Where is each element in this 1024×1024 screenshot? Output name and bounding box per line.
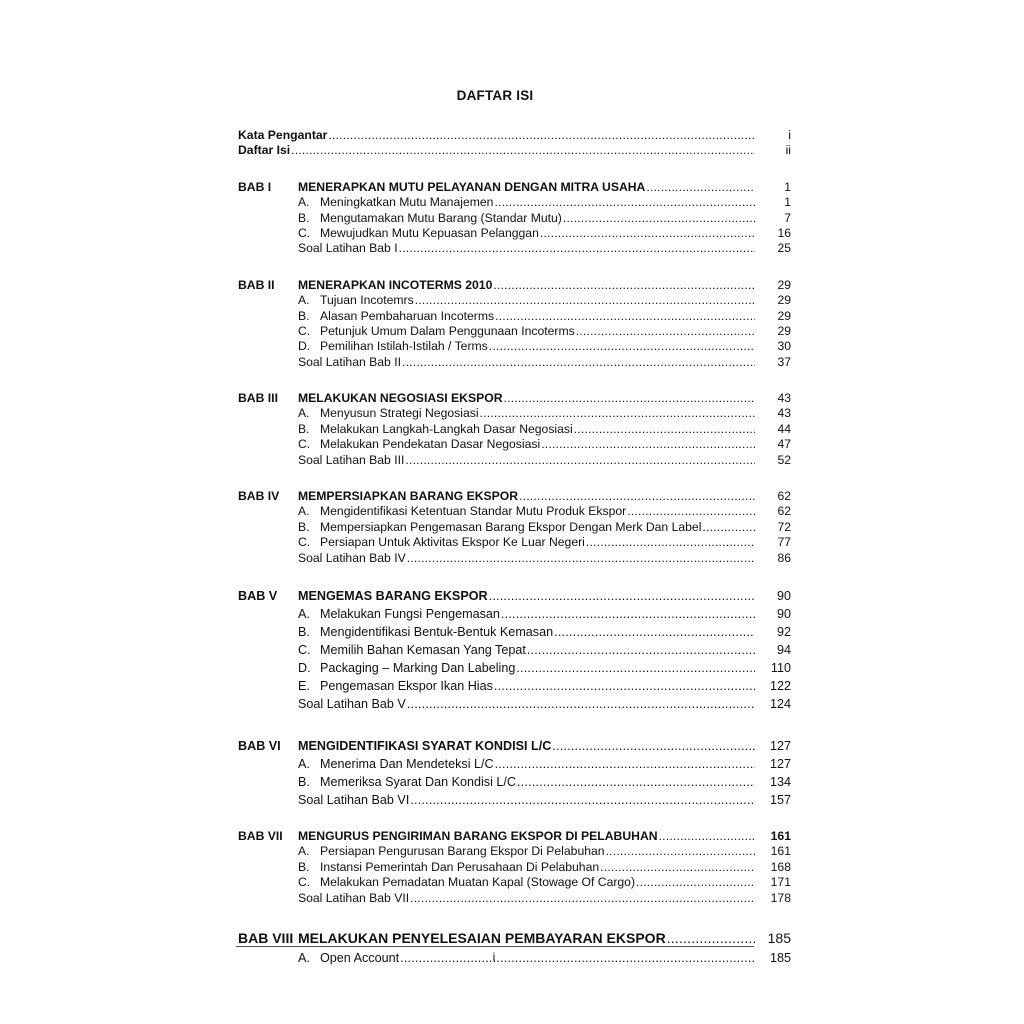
entry-letter: B. [298, 774, 310, 789]
entry-label-line [298, 339, 755, 354]
page-number: 43 [777, 406, 791, 421]
entry-letter: C. [298, 535, 311, 550]
dot-leader [495, 755, 755, 773]
entry-label-line [298, 278, 755, 293]
entry-title: MENGURUS PENGIRIMAN BARANG EKSPOR DI PELABUHAN [298, 828, 658, 843]
entry-label-line [298, 551, 755, 566]
entry-label-line [298, 860, 755, 875]
entry-title: Melakukan Pemadatan Muatan Kapal (Stowage Of Cargo) [320, 875, 636, 890]
dot-leader [501, 605, 755, 623]
dot-leader [493, 278, 755, 293]
entry-label-line [298, 605, 755, 623]
toc-subsection-row[interactable] [0, 324, 1024, 339]
entry-title: Packaging – Marking Dan Labeling [320, 660, 516, 675]
page-number: 77 [777, 535, 791, 550]
entry-title: Alasan Pembaharuan Incoterms [320, 308, 495, 323]
toc-chapter-row[interactable] [0, 180, 1024, 195]
dot-leader [636, 875, 755, 890]
page-number: 161 [770, 844, 791, 859]
entry-title: Menerima Dan Mendeteksi L/C [320, 756, 494, 771]
toc-subsection-row[interactable] [0, 226, 1024, 241]
chapter-number: BAB VIII [238, 929, 294, 946]
entry-letter: D. [298, 339, 311, 354]
page-number: 29 [777, 323, 791, 338]
entry-label-line [298, 875, 755, 890]
entry-letter: A. [298, 844, 310, 859]
dot-leader [415, 293, 755, 308]
toc-subsection-row[interactable] [0, 339, 1024, 354]
dot-leader [402, 355, 755, 370]
entry-label-line [298, 489, 755, 504]
page-number: 161 [770, 828, 791, 843]
page-number: 86 [777, 550, 791, 565]
section-gap [0, 370, 1024, 391]
page-number: 185 [767, 929, 791, 946]
section-gap [0, 159, 1024, 180]
entry-title: MENERAPKAN INCOTERMS 2010 [298, 277, 493, 292]
dot-leader [586, 535, 755, 550]
entry-title: Memeriksa Syarat Dan Kondisi L/C [320, 774, 516, 789]
page-number: 29 [777, 293, 791, 308]
entry-title: Soal Latihan Bab VI [298, 792, 410, 807]
entry-label-line [298, 437, 755, 452]
dot-leader [400, 949, 755, 967]
entry-title: Soal Latihan Bab V [298, 696, 406, 711]
page-number: 16 [777, 225, 791, 240]
toc-subsection-row[interactable] [0, 755, 1024, 773]
dot-leader [576, 324, 755, 339]
page-number: 94 [776, 642, 791, 657]
toc-subsection-row[interactable] [0, 605, 1024, 623]
toc-subsection-row[interactable] [0, 623, 1024, 641]
entry-letter: C. [298, 437, 311, 452]
page-number: 25 [777, 241, 791, 256]
chapter-number: BAB VI [238, 738, 281, 753]
entry-title: MENGIDENTIFIKASI SYARAT KONDISI L/C [298, 738, 552, 753]
entry-label-line [298, 791, 755, 809]
table-of-contents [0, 128, 1024, 967]
page-number: 185 [769, 950, 791, 965]
toc-chapter-row[interactable] [0, 829, 1024, 844]
dot-leader [606, 844, 755, 859]
page-number: 29 [777, 277, 791, 292]
entry-title: Open Account [320, 950, 400, 965]
entry-label-line [298, 659, 755, 677]
entry-label-line [298, 241, 755, 256]
entry-title: Tujuan Incotemrs [320, 293, 414, 308]
chapter-number: BAB I [238, 179, 272, 194]
dot-leader [540, 226, 755, 241]
toc-subsection-row[interactable] [0, 453, 1024, 468]
entry-label-line [298, 195, 755, 210]
entry-title: Persiapan Untuk Aktivitas Ekspor Ke Luar Negeri [320, 535, 585, 550]
page-number: 90 [776, 606, 791, 621]
entry-letter: C. [298, 642, 311, 657]
dot-leader [410, 791, 755, 809]
toc-front-matter-row[interactable] [0, 128, 1024, 143]
entry-label-line [298, 737, 755, 755]
entry-title: Menyusun Strategi Negosiasi [320, 406, 479, 421]
dot-leader [328, 128, 755, 143]
entry-title: MENERAPKAN MUTU PELAYANAN DENGAN MITRA USAHA [298, 179, 646, 194]
entry-letter: A. [298, 406, 310, 421]
toc-chapter-row[interactable] [0, 278, 1024, 293]
toc-subsection-row[interactable] [0, 422, 1024, 437]
dot-leader [600, 860, 755, 875]
entry-title: Soal Latihan Bab III [298, 452, 405, 467]
entry-label-line [298, 535, 755, 550]
page-number: 168 [770, 859, 791, 874]
entry-label-line [298, 355, 755, 370]
toc-subsection-row[interactable] [0, 844, 1024, 859]
chapter-number: BAB VII [238, 828, 283, 843]
dot-leader [574, 422, 755, 437]
entry-letter: B. [298, 624, 310, 639]
toc-subsection-row[interactable] [0, 195, 1024, 210]
dot-leader [399, 241, 755, 256]
dot-leader [495, 309, 755, 324]
entry-title: MENGEMAS BARANG EKSPOR [298, 588, 488, 603]
section-gap [0, 566, 1024, 587]
dot-leader [517, 773, 755, 791]
page-number: 1 [784, 179, 791, 194]
section-gap [0, 713, 1024, 737]
page-number: 178 [770, 890, 791, 905]
entry-title: Soal Latihan Bab I [298, 241, 398, 256]
entry-letter: B. [298, 519, 310, 534]
page-number: 110 [770, 660, 791, 675]
page-number: 29 [777, 308, 791, 323]
chapter-number: BAB V [238, 588, 278, 603]
dot-leader [527, 641, 755, 659]
page-number: 44 [777, 421, 791, 436]
toc-subsection-row[interactable] [0, 551, 1024, 566]
entry-label-line [298, 773, 755, 791]
dot-leader [646, 180, 755, 195]
entry-title: Persiapan Pengurusan Barang Ekspor Di Pelabuhan [320, 844, 605, 859]
entry-letter: B. [298, 308, 310, 323]
entry-title: Meningkatkan Mutu Manajemen [320, 195, 494, 210]
toc-subsection-row[interactable] [0, 535, 1024, 550]
page-number: 157 [769, 792, 791, 807]
entry-title: Melakukan Langkah-Langkah Dasar Negosiasi [320, 421, 573, 436]
page-number: ii [785, 143, 791, 158]
toc-chapter-row[interactable] [0, 737, 1024, 755]
page-number: 7 [784, 210, 791, 225]
entry-title: Petunjuk Umum Dalam Penggunaan Incoterms [320, 323, 575, 338]
dot-leader [504, 391, 756, 406]
entry-label-line [298, 641, 755, 659]
entry-label-line [298, 293, 755, 308]
dot-leader [552, 737, 755, 755]
dot-leader [480, 406, 755, 421]
page-number: 92 [776, 624, 791, 639]
page-number: 30 [777, 339, 791, 354]
entry-label-line [298, 391, 755, 406]
toc-subsection-row[interactable] [0, 875, 1024, 890]
entry-label-line [238, 128, 755, 143]
page-number: 62 [777, 504, 791, 519]
dot-leader [405, 453, 755, 468]
toc-subsection-row[interactable] [0, 355, 1024, 370]
section-gap [0, 906, 1024, 927]
toc-subsection-row[interactable] [0, 504, 1024, 519]
entry-label-line [298, 422, 755, 437]
page-number: 43 [777, 391, 791, 406]
entry-label-line [298, 226, 755, 241]
page-number: 124 [769, 696, 791, 711]
toc-front-matter-row[interactable] [0, 143, 1024, 158]
entry-title: MELAKUKAN NEGOSIASI EKSPOR [298, 391, 503, 406]
entry-letter: A. [298, 950, 310, 965]
entry-title: Memilih Bahan Kemasan Yang Tepat [320, 642, 526, 657]
entry-letter: A. [298, 293, 310, 308]
entry-label-line [298, 829, 755, 844]
toc-subsection-row[interactable] [0, 211, 1024, 226]
page-number: 52 [777, 452, 791, 467]
toc-subsection-row[interactable] [0, 773, 1024, 791]
dot-leader [516, 659, 755, 677]
entry-letter: C. [298, 323, 311, 338]
dot-leader [494, 677, 755, 695]
chapter-number: BAB III [238, 391, 278, 406]
entry-label-line [298, 587, 755, 605]
dot-leader [410, 891, 755, 906]
toc-chapter-row[interactable] [0, 489, 1024, 504]
entry-label-line [298, 623, 755, 641]
entry-title: Instansi Pemerintah Dan Perusahaan Di Pelabuhan [320, 859, 600, 874]
page-number: 171 [770, 875, 791, 890]
chapter-number: BAB II [238, 277, 275, 292]
entry-label-line [298, 309, 755, 324]
entry-title: Kata Pengantar [238, 128, 328, 142]
entry-letter: E. [298, 678, 310, 693]
page-number: 1 [784, 195, 791, 210]
page-number: i [788, 128, 791, 142]
toc-subsection-row[interactable] [0, 241, 1024, 256]
entry-title: Soal Latihan Bab IV [298, 550, 406, 565]
entry-title: Daftar Isi [238, 143, 291, 158]
entry-label-line [298, 406, 755, 421]
page-number: 134 [769, 774, 791, 789]
dot-leader [554, 623, 755, 641]
toc-subsection-row[interactable] [0, 520, 1024, 535]
toc-subsection-row[interactable] [0, 695, 1024, 713]
entry-title: Mengutamakan Mutu Barang (Standar Mutu) [320, 210, 562, 225]
toc-subsection-row[interactable] [0, 293, 1024, 308]
entry-title: Pemilihan Istilah-Istilah / Terms [320, 339, 488, 354]
entry-title: MEMPERSIAPKAN BARANG EKSPOR [298, 489, 519, 504]
entry-letter: C. [298, 875, 311, 890]
entry-letter: B. [298, 421, 310, 436]
dot-leader [489, 587, 755, 605]
toc-subsection-row[interactable] [0, 860, 1024, 875]
entry-title: Melakukan Fungsi Pengemasan [320, 606, 500, 621]
entry-letter: A. [298, 504, 310, 519]
entry-label-line [238, 143, 755, 158]
entry-title: MELAKUKAN PENYELESAIAN PEMBAYARAN EKSPOR [298, 929, 666, 946]
section-gap [0, 468, 1024, 489]
entry-title: Soal Latihan Bab II [298, 354, 401, 369]
toc-subsection-row[interactable] [0, 437, 1024, 452]
entry-letter: C. [298, 225, 311, 240]
page-number: 62 [777, 489, 791, 504]
page-number: 127 [769, 738, 791, 753]
entry-title: Mewujudkan Mutu Kepuasan Pelanggan [320, 225, 539, 240]
entry-label-line [298, 844, 755, 859]
toc-chapter-row[interactable] [0, 587, 1024, 605]
page-number: 127 [769, 756, 791, 771]
entry-label-line [298, 211, 755, 226]
entry-letter: A. [298, 606, 310, 621]
entry-label-line [298, 755, 755, 773]
toc-subsection-row[interactable] [0, 309, 1024, 324]
entry-letter: B. [298, 210, 310, 225]
footer-page-number: i [492, 950, 496, 964]
dot-leader [627, 504, 755, 519]
dot-leader [519, 489, 755, 504]
entry-label-line [298, 453, 755, 468]
dot-leader [659, 829, 755, 844]
entry-label-line [298, 891, 755, 906]
entry-label-line [298, 520, 755, 535]
entry-title: Soal Latihan Bab VII [298, 890, 410, 905]
toc-subsection-row[interactable] [0, 406, 1024, 421]
entry-label-line [298, 677, 755, 695]
toc-subsection-row[interactable] [0, 891, 1024, 906]
page-number: 72 [777, 519, 791, 534]
chapter-number: BAB IV [238, 489, 280, 504]
entry-label-line [298, 324, 755, 339]
entry-label-line [298, 504, 755, 519]
page-number: 122 [769, 678, 791, 693]
toc-subsection-row[interactable] [0, 677, 1024, 695]
page-number: 37 [777, 354, 791, 369]
entry-letter: A. [298, 195, 310, 210]
section-gap [0, 257, 1024, 278]
entry-title: Mempersiapkan Pengemasan Barang Ekspor Dengan Merk Dan Label [320, 519, 702, 534]
entry-title: Mengidentifikasi Bentuk-Bentuk Kemasan [320, 624, 554, 639]
page-number: 90 [776, 588, 791, 603]
dot-leader [489, 339, 755, 354]
dot-leader [702, 520, 755, 535]
toc-subsection-row[interactable] [0, 641, 1024, 659]
entry-title: Pengemasan Ekspor Ikan Hias [320, 678, 493, 693]
page-title: DAFTAR ISI [456, 88, 534, 103]
dot-leader [291, 143, 755, 158]
footer-divider [236, 946, 754, 947]
entry-label-line [298, 695, 755, 713]
section-gap [0, 809, 1024, 829]
toc-subsection-row[interactable] [0, 791, 1024, 809]
dot-leader [407, 551, 755, 566]
dot-leader [494, 195, 755, 210]
entry-title: Melakukan Pendekatan Dasar Negosiasi [320, 437, 541, 452]
entry-title: Mengidentifikasi Ketentuan Standar Mutu Produk Ekspor [320, 504, 627, 519]
page-number: 47 [777, 437, 791, 452]
toc-subsection-row[interactable] [0, 659, 1024, 677]
entry-label-line [298, 180, 755, 195]
entry-letter: D. [298, 660, 311, 675]
dot-leader [541, 437, 755, 452]
entry-label-line [298, 949, 755, 967]
entry-letter: A. [298, 756, 310, 771]
toc-chapter-row[interactable] [0, 391, 1024, 406]
dot-leader [563, 211, 755, 226]
entry-letter: B. [298, 859, 310, 874]
dot-leader [407, 695, 755, 713]
